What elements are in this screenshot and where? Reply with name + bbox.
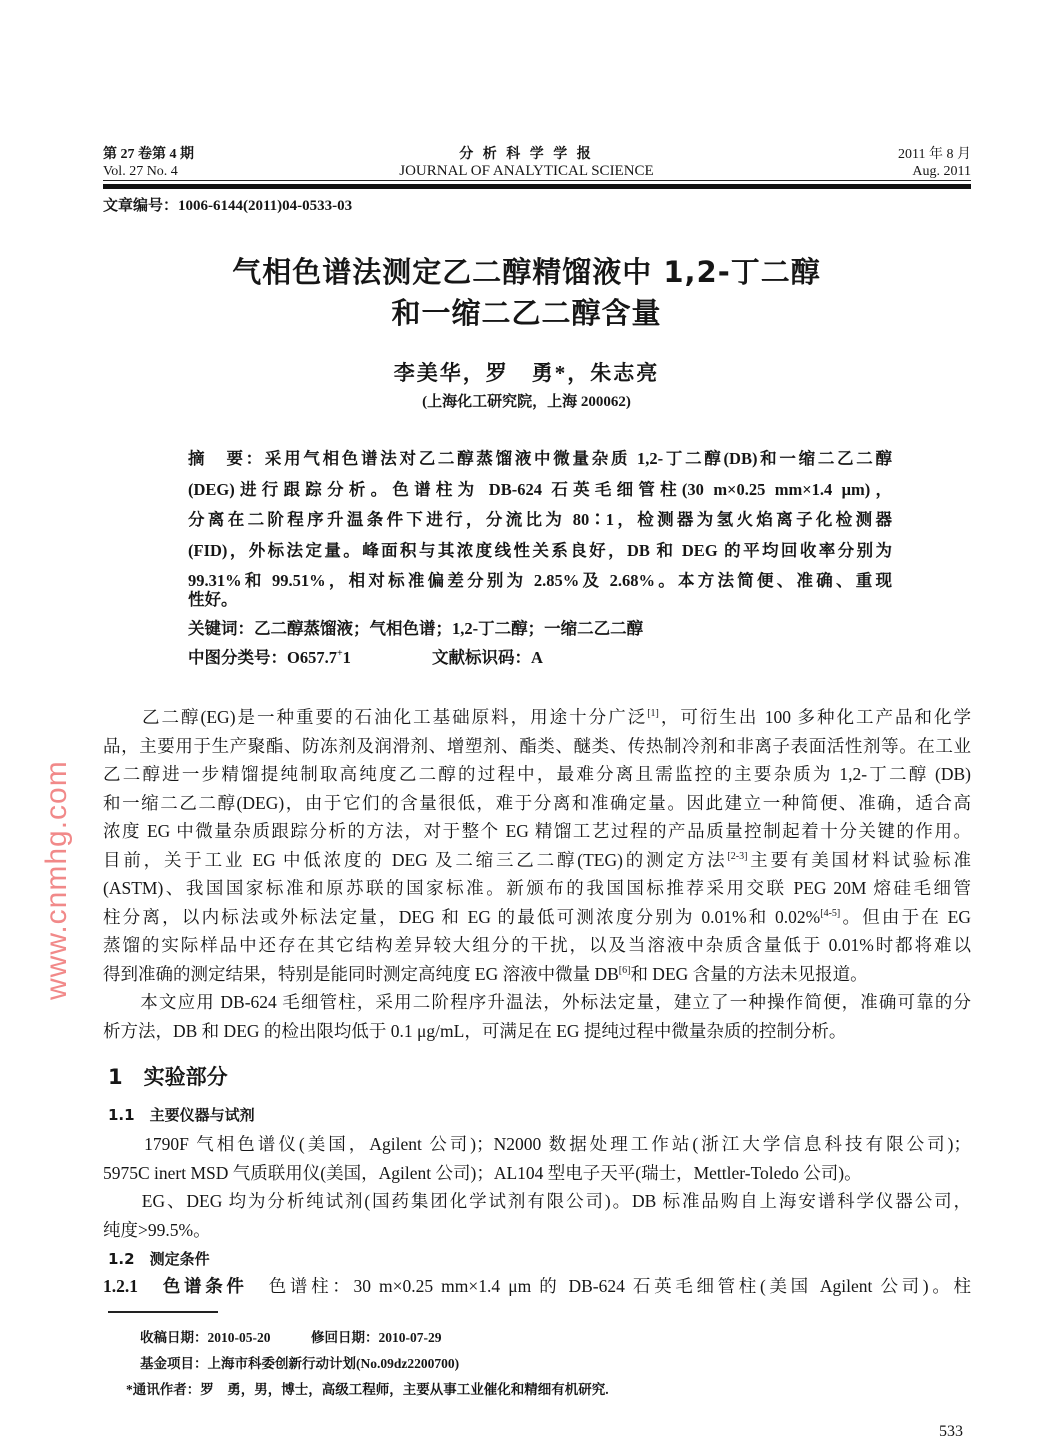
text-run: 1790F 气相色谱仪(美国，Agilent 公司)；N2000 数据处理工作站(浙江大学信息科技有限公司)；: [103, 1134, 971, 1154]
text-line: [103, 992, 971, 1012]
text-run: 1: [342, 648, 351, 667]
footnote-received-date: [140, 1326, 442, 1346]
footnote-rule: [108, 1311, 218, 1313]
citation-superscript: [6]: [618, 964, 631, 976]
label: 摘 要：: [188, 449, 265, 468]
text-run: 5975C inert MSD 气质联用仪(美国，Agilent 公司)；AL104 型电子天平(瑞士，Mettler-Toledo 公司)。: [103, 1162, 862, 1183]
text-line: [103, 821, 971, 841]
issue-date: [821, 146, 971, 180]
title-line-1: 气相色谱法测定乙二醇精馏液中 1,2-丁二醇: [232, 255, 821, 289]
text-line: [103, 935, 971, 955]
label: 中图分类号：: [188, 648, 287, 667]
text-line: [103, 1163, 971, 1183]
text-line: [188, 510, 892, 530]
journal-cn: 分 析 科 学 学 报: [459, 147, 594, 162]
affiliation: (上海化工研究院，上海 200062): [422, 394, 631, 410]
citation-superscript: [2-3]: [727, 850, 748, 862]
text-run: 性好。: [188, 590, 238, 609]
journal-en: JOURNAL OF ANALYTICAL SCIENCE: [399, 163, 654, 179]
text-line: [188, 590, 892, 610]
text-run: O657.7: [287, 648, 337, 667]
date-en: Aug. 2011: [912, 164, 971, 179]
text-run: 乙二醇蒸馏液；气相色谱；1,2-丁二醇；一缩二乙二醇: [254, 619, 644, 638]
volume-en: Vol. 27 No. 4: [103, 164, 178, 179]
text-run: ，可衍生出 100 多种化工产品和化学: [658, 707, 972, 727]
text-run: (ASTM)、我国国家标准和原苏联的国家标准。新颁布的我国国标推荐采用交联 PEG 20M 熔硅毛细管: [103, 878, 971, 898]
page-number: 533: [939, 1423, 963, 1440]
text-line: [103, 1021, 971, 1041]
clc-number: [188, 648, 351, 668]
text-line: [103, 793, 971, 813]
watermark: www.cnmhg.com: [40, 760, 73, 1000]
text-run: (DEG)进行跟踪分析。色谱柱为 DB-624 石英毛细管柱(30 m×0.25 mm×1.4 μm)，: [188, 479, 892, 499]
article-id: 文章编号：1006-6144(2011)04-0533-03: [103, 198, 353, 214]
text-run: 99.31%和 99.51%，相对标准偏差分别为 2.85%及 2.68%。本方法简便、准确、重现: [188, 571, 892, 590]
text-line: [188, 480, 892, 500]
text-line: [103, 1134, 971, 1154]
text-run: 品，主要用于生产聚酯、防冻剂及润滑剂、增塑剂、酯类、醚类、传热制冷剂和非离子表面活性剂等。在工业: [103, 735, 971, 756]
text-line: [103, 850, 971, 870]
volume-cn: 第 27 卷第 4 期: [103, 147, 194, 162]
text-run: 分离在二阶程序升温条件下进行，分流比为 80∶1，检测器为氢火焰离子化检测器: [188, 510, 892, 529]
text-line: [188, 541, 892, 561]
text-run: 2010-07-29: [378, 1330, 442, 1345]
text-run: 浓度 EG 中微量杂质跟踪分析的方法，对于整个 EG 精馏工艺过程的产品质量控制起着十分关键的作用。: [103, 821, 971, 841]
subsection-heading: 1.2 测定条件: [108, 1250, 210, 1268]
text-line: [103, 1191, 971, 1211]
text-run: 目前，关于工业 EG 中低浓度的 DEG 及二缩三乙二醇(TEG)的测定方法: [103, 849, 728, 870]
text-line: [103, 964, 971, 984]
text-line: [103, 764, 971, 784]
text-line: [103, 1220, 971, 1240]
text-line: [103, 736, 971, 756]
text-run: 得到准确的测定结果，特别是能同时测定高纯度 EG 溶液中微量 DB: [103, 963, 619, 984]
label: 1.2.1 色谱条件: [103, 1276, 269, 1296]
title-line-2: 和一缩二乙二醇含量: [391, 296, 662, 330]
text-line: [188, 449, 892, 469]
label: 关键词：: [188, 619, 254, 638]
text-line: [103, 707, 971, 727]
citation-superscript: [4-5]: [820, 907, 841, 919]
footnote-corresponding-author: [126, 1378, 609, 1398]
text-line: [188, 571, 892, 591]
citation-superscript: +: [336, 648, 343, 659]
label: 收稿日期：: [140, 1330, 208, 1345]
label: 文献标识码：: [432, 648, 531, 667]
label: *通讯作者：: [126, 1382, 201, 1397]
text-run: 乙二醇(EG)是一种重要的石油化工基础原料，用途十分广泛: [103, 707, 648, 727]
authors: 李美华，罗 勇*，朱志亮: [393, 361, 660, 385]
text-run: 蒸馏的实际样品中还存在其它结构差异较大组分的干扰，以及当溶液中杂质含量低于 0.01%时都将难以: [103, 935, 971, 955]
section-heading: 1 实验部分: [108, 1065, 228, 1089]
text-line: [103, 878, 971, 898]
text-run: 主要有美国材料试验标准: [747, 849, 972, 870]
citation-superscript: [1]: [647, 708, 659, 719]
header-rule-thin: [103, 180, 971, 181]
text-run: 析方法，DB 和 DEG 的检出限均低于 0.1 μg/mL，可满足在 EG 提纯过程中微量杂质的控制分析。: [103, 1020, 847, 1041]
subsubsection-1-2-1: [103, 1276, 971, 1296]
text-run: 上海市科委创新行动计划(No.09dz2200700): [207, 1356, 460, 1371]
footnote-fund: [140, 1352, 459, 1372]
text-run: EG、DEG 均为分析纯试剂(国药集团化学试剂有限公司)。DB 标准品购自上海安谱科学仪器公司，: [103, 1191, 971, 1211]
document-code: [432, 648, 543, 668]
text-run: 罗 勇，男，博士，高级工程师，主要从事工业催化和精细有机研究.: [200, 1382, 609, 1397]
text-run: 本文应用 DB-624 毛细管柱，采用二阶程序升温法，外标法定量，建立了一种操作简便，准确可靠的分: [103, 992, 971, 1012]
text-run: 和 DEG 含量的方法未见报道。: [630, 963, 868, 984]
volume-issue: [103, 146, 303, 180]
text-run: A: [531, 648, 543, 667]
text-run: 和一缩二乙二醇(DEG)，由于它们的含量很低，难于分离和准确定量。因此建立一种简便、准确，适合高: [103, 792, 971, 813]
text-run: 2010-05-20: [207, 1330, 311, 1345]
journal-name: [330, 146, 723, 180]
date-cn: 2011 年 8 月: [898, 147, 971, 162]
text-run: 纯度>99.5%。: [103, 1219, 211, 1240]
text-run: 柱分离，以内标法或外标法定量，DEG 和 EG 的最低可测浓度分别为 0.01%和 0.02%: [103, 906, 821, 927]
keywords: [188, 619, 643, 639]
subsection-heading: 1.1 主要仪器与试剂: [108, 1106, 255, 1124]
header-rule-thick: [103, 184, 971, 189]
text-run: 采用气相色谱法对乙二醇蒸馏液中微量杂质 1,2-丁二醇(DB)和一缩二乙二醇: [264, 449, 893, 468]
text-run: (FID)，外标法定量。峰面积与其浓度线性关系良好，DB 和 DEG 的平均回收率分别为: [188, 540, 892, 560]
text-line: [103, 907, 971, 927]
text-run: 色谱柱：30 m×0.25 mm×1.4 μm 的 DB-624 石英毛细管柱(美国 Agilent 公司)。柱: [268, 1276, 971, 1296]
text-run: 。但由于在 EG: [840, 906, 971, 927]
label: 基金项目：: [140, 1356, 208, 1371]
text-run: 乙二醇进一步精馏提纯制取高纯度乙二醇的过程中，最难分离且需监控的主要杂质为 1,2-丁二醇 (DB): [103, 764, 971, 784]
label: 修回日期：: [311, 1330, 379, 1345]
